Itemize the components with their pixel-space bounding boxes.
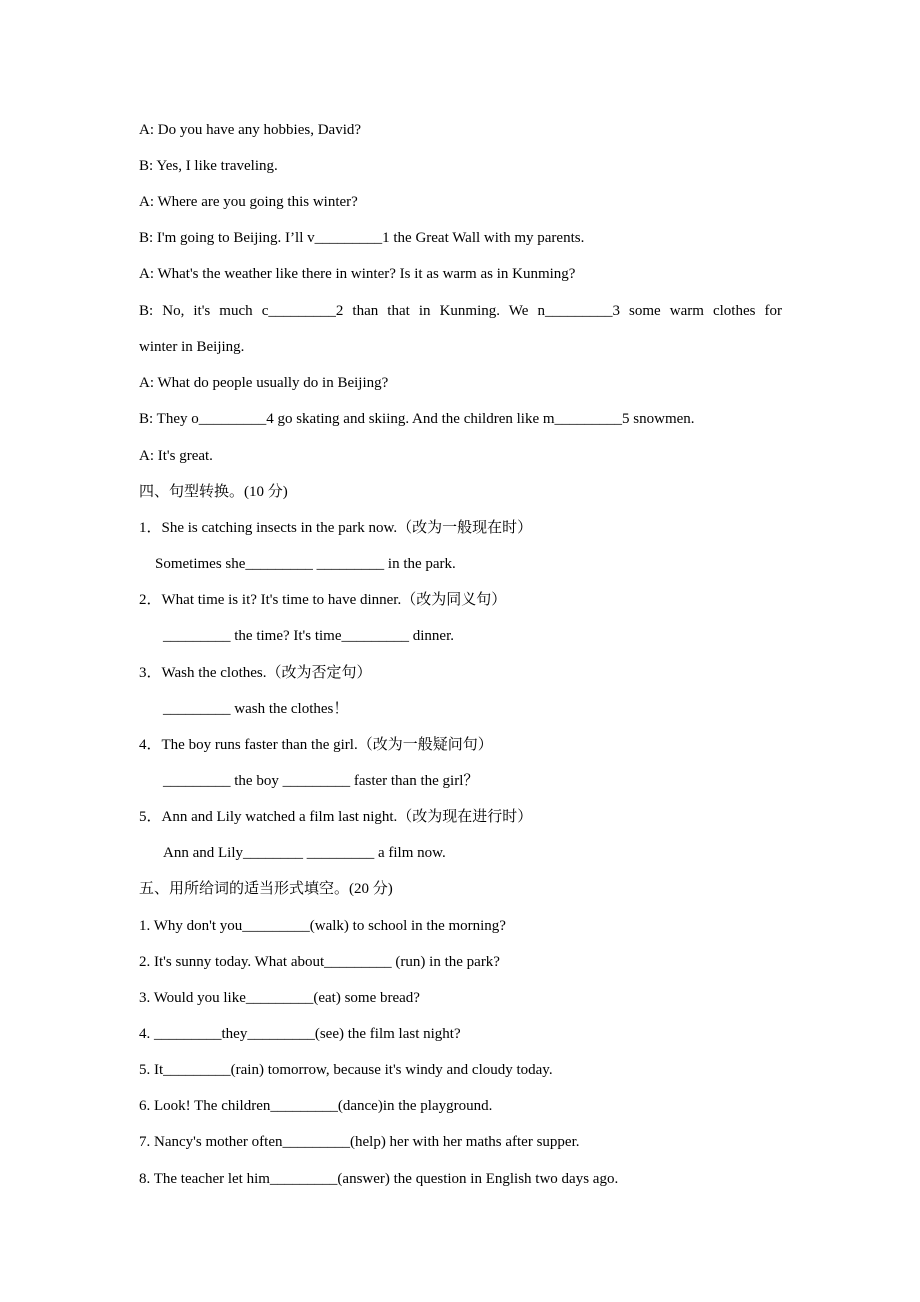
question-text: 4．The boy runs faster than the girl.（改为一般疑问句）: [139, 737, 493, 753]
question-text: 3．Wash the clothes.（改为否定句）: [139, 665, 372, 681]
answer-line: _________ wash the clothes！: [163, 701, 349, 717]
answer-line: Ann and Lily________ _________ a film now.: [163, 845, 446, 861]
dialogue-line: B: They o_________4 go skating and skiing. And the children like m_________5 snowmen.: [139, 411, 695, 427]
fill-item: 6. Look! The children_________(dance)in the playground.: [139, 1098, 493, 1114]
dialogue-line: A: It's great.: [139, 448, 213, 464]
fill-item: 5. It_________(rain) tomorrow, because it's windy and cloudy today.: [139, 1062, 553, 1078]
dialogue-line: A: Do you have any hobbies, David?: [139, 122, 362, 138]
fill-item: 4. _________they_________(see) the film last night?: [139, 1026, 461, 1042]
question-text: 1．She is catching insects in the park now.（改为一般现在时）: [139, 520, 533, 536]
dialogue-line: A: What do people usually do in Beijing?: [139, 375, 389, 391]
question-text: 5．Ann and Lily watched a film last night.（改为现在进行时）: [139, 809, 533, 825]
section-heading: 四、句型转换。(10 分): [139, 484, 288, 500]
dialogue-line: B: I'm going to Beijing. I’ll v_________1 the Great Wall with my parents.: [139, 230, 585, 246]
dialogue-line: A: What's the weather like there in winter? Is it as warm as in Kunming?: [139, 266, 576, 282]
dialogue-line: winter in Beijing.: [139, 339, 245, 355]
dialogue-line: B: No, it's much c_________2 than that in Kunming. We n_________3 some warm clothes for: [139, 303, 782, 319]
dialogue-line: B: Yes, I like traveling.: [139, 158, 278, 174]
fill-item: 7. Nancy's mother often_________(help) her with her maths after supper.: [139, 1134, 580, 1150]
dialogue-line: A: Where are you going this winter?: [139, 194, 358, 210]
section-heading: 五、用所给词的适当形式填空。(20 分): [139, 881, 393, 897]
answer-line: _________ the time? It's time_________ dinner.: [163, 628, 454, 644]
fill-item: 2. It's sunny today. What about_________ (run) in the park?: [139, 954, 500, 970]
fill-item: 1. Why don't you_________(walk) to school in the morning?: [139, 918, 506, 934]
question-text: 2．What time is it? It's time to have dinner.（改为同义句）: [139, 592, 507, 608]
fill-item: 3. Would you like_________(eat) some bread?: [139, 990, 420, 1006]
answer-line: _________ the boy _________ faster than the girl？: [163, 773, 479, 789]
fill-item: 8. The teacher let him_________(answer) the question in English two days ago.: [139, 1171, 619, 1187]
answer-line: Sometimes she_________ _________ in the park.: [155, 556, 456, 572]
